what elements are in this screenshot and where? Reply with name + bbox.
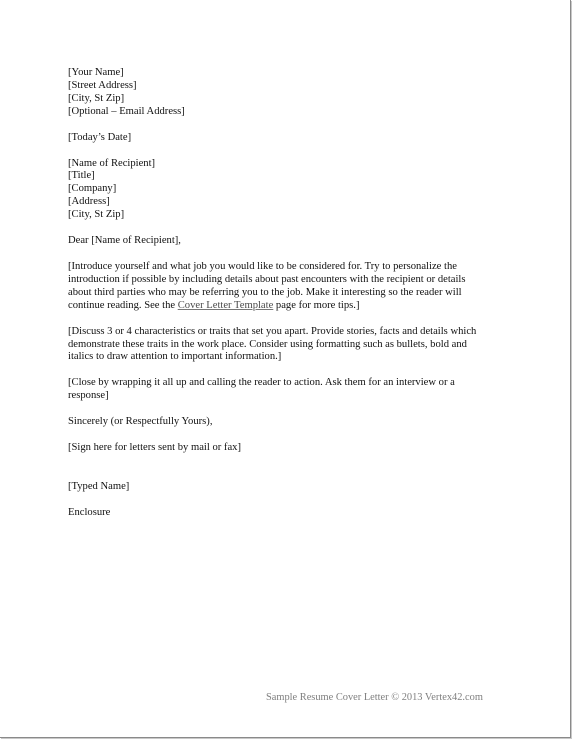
valediction: Sincerely (or Respectfully Yours), bbox=[68, 416, 213, 428]
recipient-name: [Name of Recipient] bbox=[68, 157, 156, 169]
enclosure-block bbox=[68, 507, 520, 520]
salutation-block bbox=[68, 235, 520, 248]
valediction-block bbox=[68, 416, 520, 429]
traits-line: italics to draw attention to important information.] bbox=[68, 351, 282, 363]
intro-after-link: page for more tips.] bbox=[273, 299, 360, 311]
traits-line: [Discuss 3 or 4 characteristics or traits that set you apart. Provide stories, facts and details which bbox=[68, 325, 477, 337]
close-paragraph bbox=[68, 377, 520, 403]
sender-name: [Your Name] bbox=[68, 67, 124, 78]
page-footer: Sample Resume Cover Letter © 2013 Vertex42.com bbox=[266, 692, 483, 703]
recipient-city: [City, St Zip] bbox=[68, 209, 125, 221]
recipient-block bbox=[68, 158, 520, 223]
recipient-title: [Title] bbox=[68, 170, 95, 182]
sender-city: [City, St Zip] bbox=[68, 92, 125, 104]
close-line: response] bbox=[68, 390, 109, 402]
intro-paragraph bbox=[68, 261, 520, 313]
sender-street: [Street Address] bbox=[68, 79, 137, 91]
cover-letter-template-link[interactable]: Cover Letter Template bbox=[177, 299, 274, 311]
recipient-company: [Company] bbox=[68, 183, 117, 195]
intro-before-link: continue reading. See the bbox=[68, 299, 178, 311]
typed-name-block bbox=[68, 481, 520, 494]
letter-body bbox=[68, 67, 520, 520]
sender-block bbox=[68, 67, 520, 119]
intro-line-last bbox=[68, 300, 520, 313]
recipient-address: [Address] bbox=[68, 196, 110, 208]
salutation: Dear [Name of Recipient], bbox=[68, 235, 181, 247]
traits-paragraph bbox=[68, 326, 520, 365]
intro-line: about third parties who may be referring you to the job. Make it interesting so the reader will bbox=[68, 286, 462, 298]
sender-email: [Optional – Email Address] bbox=[68, 105, 185, 117]
intro-line: [Introduce yourself and what job you would like to be considered for. Try to personalize the bbox=[68, 260, 457, 272]
enclosure: Enclosure bbox=[68, 506, 111, 518]
letter-date: [Today’s Date] bbox=[68, 131, 132, 143]
signature-block bbox=[68, 442, 520, 455]
date-block bbox=[68, 132, 520, 145]
traits-line: demonstrate these traits in the work place. Consider using formatting such as bullets, bold and bbox=[68, 338, 467, 350]
close-line: [Close by wrapping it all up and calling the reader to action. Ask them for an interview or a bbox=[68, 377, 455, 389]
typed-name: [Typed Name] bbox=[68, 480, 130, 492]
signature-note: [Sign here for letters sent by mail or fax] bbox=[68, 442, 241, 454]
intro-line: introduction if possible by including details about past encounters with the recipient or details bbox=[68, 273, 466, 285]
